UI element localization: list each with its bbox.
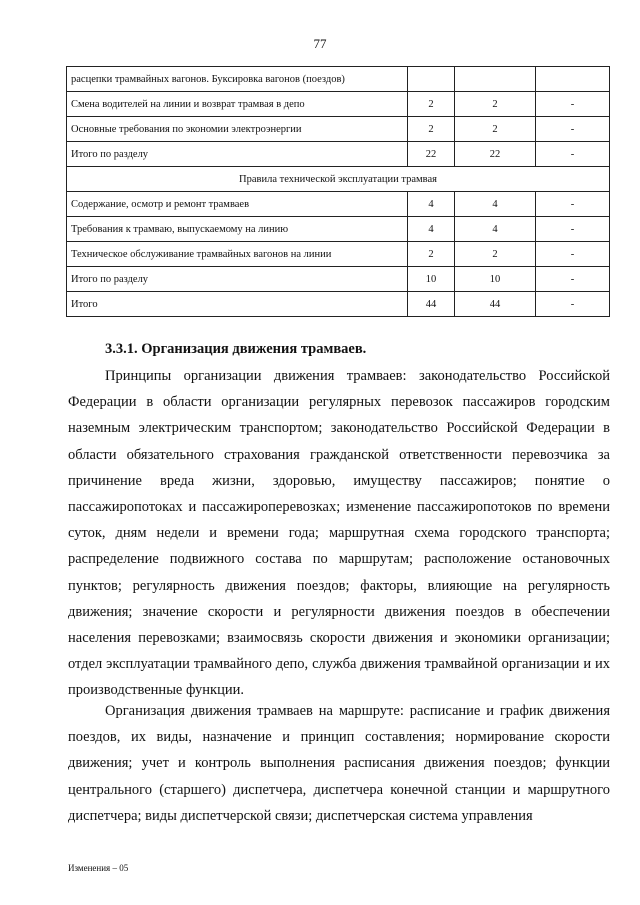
topic-cell: расцепки трамвайных вагонов. Буксировка вагонов (поездов): [67, 67, 408, 92]
table-row: [67, 267, 610, 292]
section-heading: 3.3.1. Организация движения трамваев.: [105, 341, 367, 357]
hours-practice-cell: -: [536, 142, 610, 167]
hours-total-cell: [408, 67, 455, 92]
topic-cell: Смена водителей на линии и возврат трамвая в депо: [67, 92, 408, 117]
hours-practice-cell: -: [536, 192, 610, 217]
hours-total-cell: 44: [408, 292, 455, 317]
hours-practice-cell: -: [536, 217, 610, 242]
hours-practice-cell: -: [536, 242, 610, 267]
topic-cell: Итого: [67, 292, 408, 317]
topic-cell: Требования к трамваю, выпускаемому на линию: [67, 217, 408, 242]
table-row: [67, 92, 610, 117]
table-row: [67, 67, 610, 92]
hours-theory-cell: 4: [455, 217, 536, 242]
hours-total-cell: 4: [408, 217, 455, 242]
hours-total-cell: 2: [408, 92, 455, 117]
table-row: [67, 142, 610, 167]
topic-cell: Итого по разделу: [67, 142, 408, 167]
hours-theory-cell: 2: [455, 117, 536, 142]
body-paragraph-2: Организация движения трамваев на маршруте: расписание и график движения поездов, их виды, назначение и принцип составления; нормирование скорости движения; учет и контроль выполнения расписания движения поездов; функции центрального (старшего) диспетчера, диспетчера конечной станции и маршрутного диспетчера; виды диспетчерской связи; диспетчерская система управления: [68, 703, 610, 824]
hours-theory-cell: 10: [455, 267, 536, 292]
page-footer: Изменения – 05: [68, 863, 129, 873]
body-paragraph-1: Принципы организации движения трамваев: законодательство Российской Федерации в области организации регулярных перевозок пассажиров городским наземным электрическим транспортом; законодательство Российской Федерации в области обязательного страхования гражданской ответственности перевозчика за причинение вреда жизни, здоровью, имуществу пассажиров; понятие о пассажиропотоках и пассажироперевозках; изменение пассажиропотоков по времени суток, дням недели и времени года; маршрутная схема городского транспорта; распределение подвижного состава по маршрутам; расположение остановочных пунктов; регулярность движения поездов; факторы, влияющие на регулярность движения; значение скорости и регулярности движения поездов в обеспечении населения перевозками; взаимосвязь скорости движения и экономики организации; отдел эксплуатации трамвайного депо, служба движения трамвайной организации и их производственные функции.: [68, 368, 610, 699]
table-row: [67, 242, 610, 267]
hours-total-cell: 10: [408, 267, 455, 292]
hours-table-body: [67, 67, 610, 317]
topic-cell: Содержание, осмотр и ремонт трамваев: [67, 192, 408, 217]
section-title-cell: Правила технической эксплуатации трамвая: [67, 167, 610, 192]
hours-practice-cell: [536, 67, 610, 92]
hours-total-cell: 2: [408, 117, 455, 142]
hours-theory-cell: 2: [455, 242, 536, 267]
table-section-row: [67, 167, 610, 192]
hours-theory-cell: 22: [455, 142, 536, 167]
hours-theory-cell: 4: [455, 192, 536, 217]
table-row: [67, 217, 610, 242]
hours-theory-cell: 2: [455, 92, 536, 117]
hours-total-cell: 2: [408, 242, 455, 267]
hours-total-cell: 22: [408, 142, 455, 167]
page-number: 77: [313, 36, 327, 51]
hours-table: [66, 66, 610, 317]
hours-theory-cell: 44: [455, 292, 536, 317]
table-row: [67, 117, 610, 142]
table-row: [67, 192, 610, 217]
topic-cell: Техническое обслуживание трамвайных вагонов на линии: [67, 242, 408, 267]
table-row: [67, 292, 610, 317]
hours-theory-cell: [455, 67, 536, 92]
hours-practice-cell: -: [536, 292, 610, 317]
topic-cell: Итого по разделу: [67, 267, 408, 292]
hours-practice-cell: -: [536, 117, 610, 142]
topic-cell: Основные требования по экономии электроэнергии: [67, 117, 408, 142]
hours-total-cell: 4: [408, 192, 455, 217]
hours-practice-cell: -: [536, 267, 610, 292]
hours-practice-cell: -: [536, 92, 610, 117]
